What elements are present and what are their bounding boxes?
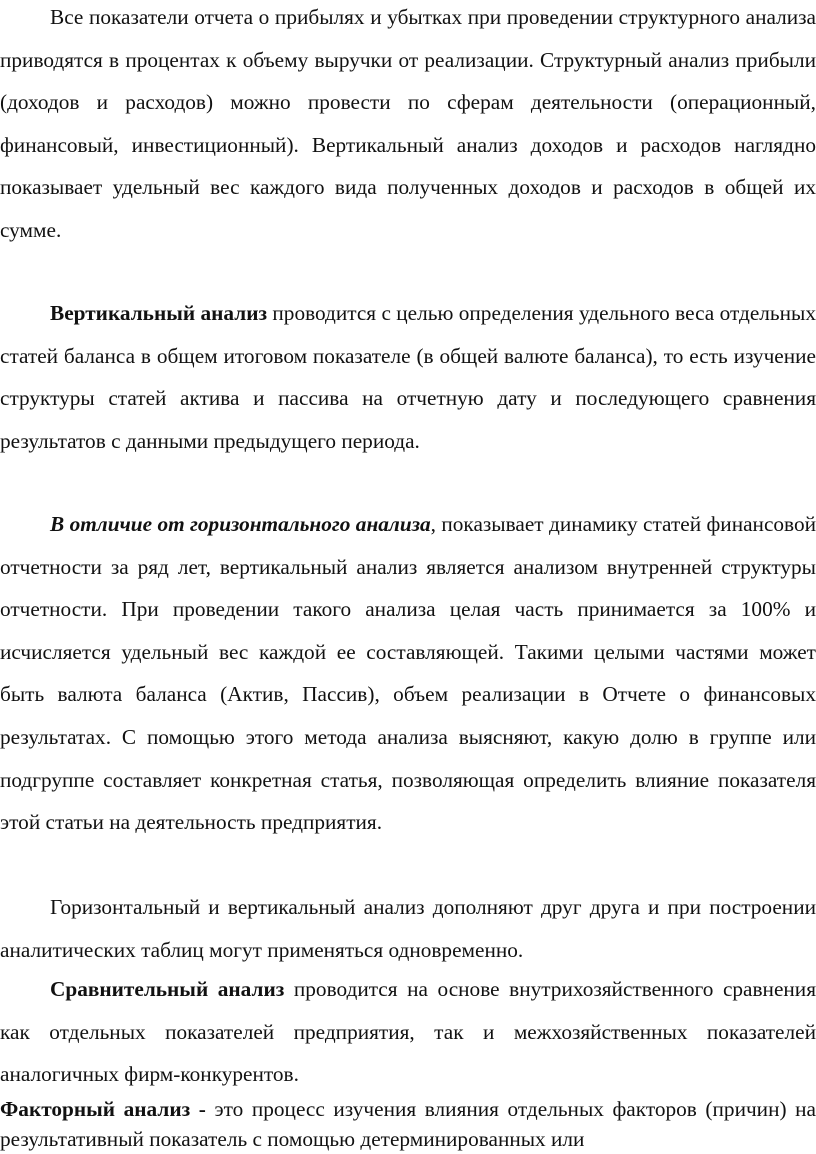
paragraph-text: Все показатели отчета о прибылях и убытках при проведении структурного анализа приводятся в процентах к объему выручки от реализации. Структурный анализ прибыли (доходов и расходов) можно провести по сферам деятельности (операционный, финансовый, инвестиционный). Вертикальный анализ доходов и расходов наглядно показывает удельный вес каждого вида полученных доходов и расходов в общей их сумме. <box>0 5 816 242</box>
paragraph-vertical-analysis <box>0 292 816 462</box>
paragraph-text: , показывает динамику статей финансовой отчетности за ряд лет, вертикальный анализ является анализом внутренней структуры отчетности. При проведении такого анализа целая часть принимается за 100% и исчисляется удельный вес каждой ее составляющей. Такими целыми частями может быть валюта баланса (Актив, Пассив), объем реализации в Отчете о финансовых результатах. С помощью этого метода анализа выясняют, какую долю в группе или подгруппе составляет конкретная статья, позволяющая определить влияние показателя этой статьи на деятельность предприятия. <box>0 512 816 835</box>
paragraph-factor-analysis <box>0 1094 816 1154</box>
paragraph-comparative-analysis <box>0 968 816 1096</box>
paragraph-text: проводится с целью определения удельного веса отдельных статей баланса в общем итоговом показателе (в общей валюте баланса), то есть изучение структуры статей актива и пассива на отчетную дату и последующего сравнения результатов с данными предыдущего периода. <box>0 301 816 453</box>
paragraph-text: Горизонтальный и вертикальный анализ дополняют друг друга и при построении аналитических таблиц могут применяться одновременно. <box>0 895 816 962</box>
paragraph-text: это процесс изучения влияния отдельных факторов (причин) на результативный показатель с помощью детерминированных или <box>0 1097 816 1151</box>
paragraph-horizontal-comparison <box>0 503 816 844</box>
term-vertical-analysis: Вертикальный анализ <box>50 301 268 325</box>
paragraph-complementary <box>0 886 816 971</box>
term-unlike-horizontal: В отличие от горизонтального анализа <box>50 512 431 536</box>
term-factor-analysis: Факторный анализ - <box>0 1097 206 1121</box>
paragraph-structural-analysis <box>0 0 816 252</box>
paragraph-text: проводится на основе внутрихозяйственного сравнения как отдельных показателей предприятия, так и межхозяйственных показателей аналогичных фирм-конкурентов. <box>0 977 816 1087</box>
term-comparative-analysis: Сравнительный анализ <box>50 977 285 1001</box>
